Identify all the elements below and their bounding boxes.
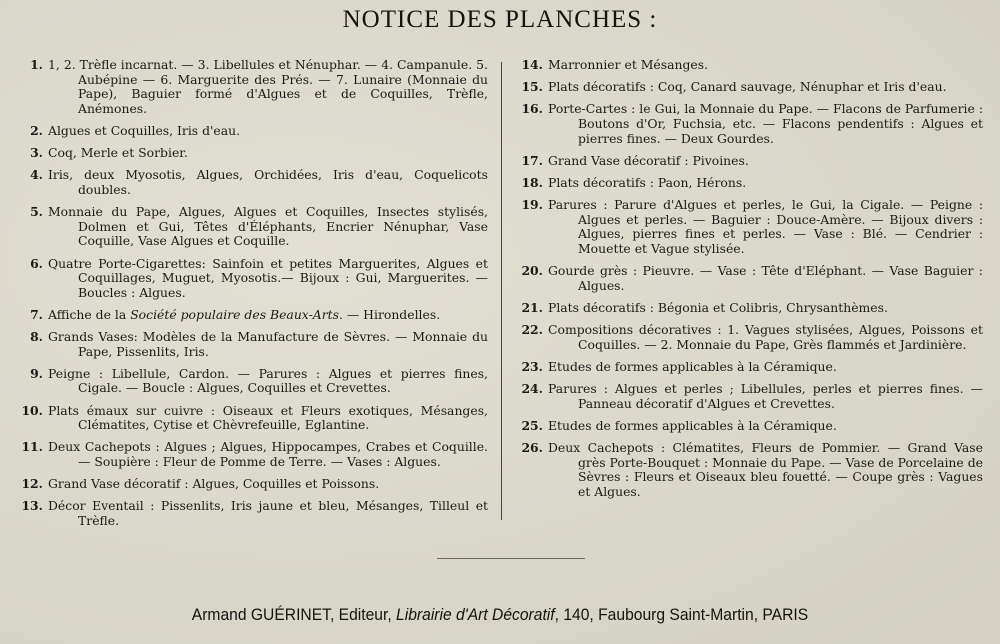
plate-entry — [518, 301, 983, 316]
plate-entry — [18, 168, 488, 197]
page-title: NOTICE DES PLANCHES : — [342, 6, 658, 33]
plate-entry — [518, 360, 983, 375]
plate-entry — [518, 102, 983, 146]
plate-number: 15. — [521, 79, 543, 95]
plate-number: 21. — [521, 299, 543, 315]
plate-number: 19. — [521, 197, 543, 213]
plate-number: 12. — [21, 476, 43, 492]
plate-entry — [518, 419, 983, 434]
plate-number: 6. — [30, 255, 43, 271]
plate-number: 3. — [30, 145, 43, 161]
plate-entry — [18, 440, 488, 469]
publisher-name: Armand GUÉRINET, Editeur, — [191, 605, 397, 624]
plate-number: 24. — [521, 381, 543, 397]
plate-description: Grands Vases: Modèles de la Manufacture de Sèvres. — Monnaie du Pape, Pissenlits, Iris. — [48, 329, 488, 359]
plate-number: 16. — [521, 101, 543, 117]
left-column — [18, 58, 488, 536]
plate-description: Décor Eventail : Pissenlits, Iris jaune et bleu, Mésanges, Tilleul et Trèfle. — [48, 498, 488, 528]
plate-number: 13. — [21, 498, 43, 514]
plate-description: Grand Vase décoratif : Pivoines. — [548, 152, 749, 168]
plate-description: Compositions décoratives : 1. Vagues stylisées, Algues, Poissons et Coquilles. — 2. Monnaie du Pape, Grès flammés et Jardinière. — [548, 322, 983, 352]
plate-description: Parures : Algues et perles ; Libellules, perles et pierres fines. — Panneau décoratif d'Algues et Crevettes. — [548, 381, 983, 411]
description-text: Affiche de la — [48, 306, 131, 322]
plate-description: Algues et Coquilles, Iris d'eau. — [48, 122, 241, 138]
plate-number: 22. — [521, 322, 543, 338]
plate-description: Coq, Merle et Sorbier. — [48, 145, 188, 161]
plate-number: 7. — [30, 306, 43, 322]
plate-description: Porte-Cartes : le Gui, la Monnaie du Pape. — Flacons de Parfumerie : Boutons d'Or, Fuchsia, etc. — Flacons pendentifs : Algues et pierres fines. — Deux Gourdes. — [548, 101, 983, 146]
plate-entry — [518, 80, 983, 95]
plate-entry — [518, 382, 983, 411]
horizontal-rule — [437, 558, 585, 559]
description-text: . — Hirondelles. — [338, 306, 441, 322]
plate-description: Grand Vase décoratif : Algues, Coquilles et Poissons. — [48, 476, 380, 492]
plate-description: Deux Cachepots : Clématites, Fleurs de Pommier. — Grand Vase grès Porte-Bouquet : Monnaie du Pape. — Vase de Porcelaine de Sèvres : Fleurs et Oiseaux bleu fouetté. — Coupe grès : Vagues et Algues. — [548, 440, 983, 499]
plate-description: Plats décoratifs : Bégonia et Colibris, Chrysanthèmes. — [548, 299, 888, 315]
plate-description: 1, 2. Trèfle incarnat. — 3. Libellules et Nénuphar. — 4. Campanule. 5. Aubépine — 6. Marguerite des Prés. — 7. Lunaire (Monnaie du Pape), Baguier formé d'Algues et de Coquilles, Trèfle, Anémones. — [48, 57, 488, 116]
plate-entry — [518, 176, 983, 191]
plate-entry — [518, 198, 983, 256]
plate-entry — [18, 257, 488, 301]
plate-description: Deux Cachepots : Algues ; Algues, Hippocampes, Crabes et Coquille. — Soupière : Fleur de Pomme de Terre. — Vases : Algues. — [48, 439, 488, 469]
plate-number: 11. — [21, 439, 43, 455]
plate-entry — [18, 404, 488, 433]
right-column — [518, 58, 983, 507]
plate-entry — [18, 367, 488, 396]
plate-number: 10. — [21, 402, 43, 418]
plate-entry — [518, 264, 983, 293]
plate-description: Plats décoratifs : Paon, Hérons. — [548, 174, 747, 190]
plate-entry — [18, 308, 488, 323]
plate-number: 20. — [521, 263, 543, 279]
plate-entry — [18, 58, 488, 116]
plate-number: 4. — [30, 167, 43, 183]
plate-number: 8. — [30, 329, 43, 345]
plate-entry — [18, 477, 488, 492]
plate-description: Parures : Parure d'Algues et perles, le Gui, la Cigale. — Peigne : Algues et perles. — Baguier : Douce-Amère. — Bijoux divers : Algues, pierres fines et perles. — Vase : Blé. — Cendrier : Mouette et Vague stylisée. — [548, 197, 983, 256]
plate-number: 2. — [30, 122, 43, 138]
plate-description: Marronnier et Mésanges. — [548, 57, 709, 72]
plate-description: Quatre Porte-Cigarettes: Sainfoin et petites Marguerites, Algues et Coquillages, Muguet, Myosotis.— Bijoux : Gui, Marguerites. — Boucles : Algues. — [48, 255, 488, 300]
publisher-shop: Librairie d'Art Décoratif — [396, 605, 555, 624]
plate-entry — [18, 205, 488, 249]
plate-entry — [18, 499, 488, 528]
publisher-address: , 140, Faubourg Saint-Martin, PARIS — [554, 605, 809, 624]
plate-number: 5. — [30, 204, 43, 220]
plate-number: 17. — [521, 152, 543, 168]
plate-description: Plats décoratifs : Coq, Canard sauvage, Nénuphar et Iris d'eau. — [548, 79, 947, 95]
publisher-footer — [40, 605, 960, 625]
plate-number: 26. — [521, 440, 543, 455]
plate-number: 14. — [521, 57, 543, 72]
plate-number: 1. — [30, 57, 43, 72]
plate-entry — [518, 58, 983, 73]
plate-number: 9. — [30, 365, 43, 381]
plate-number: 23. — [521, 358, 543, 374]
plate-number: 18. — [521, 174, 543, 190]
plate-entry — [518, 441, 983, 499]
plate-description: Plats émaux sur cuivre : Oiseaux et Fleurs exotiques, Mésanges, Clématites, Cytise et Chèvrefeuille, Eglantine. — [48, 402, 488, 433]
plate-description: Peigne : Libellule, Cardon. — Parures : Algues et pierres fines, Cigale. — Boucle : Algues, Coquilles et Crevettes. — [48, 365, 488, 396]
plate-description — [48, 308, 488, 323]
plate-description: Etudes de formes applicables à la Céramique. — [548, 417, 837, 433]
plate-description: Monnaie du Pape, Algues, Algues et Coquilles, Insectes stylisés, Dolmen et Gui, Têtes d'Éléphants, Encrier Nénuphar, Vase Coquille, Vase Algues et Coquille. — [48, 204, 488, 249]
column-divider — [501, 62, 502, 520]
plate-entry — [518, 154, 983, 169]
plate-description: Gourde grès : Pieuvre. — Vase : Tête d'Eléphant. — Vase Baguier : Algues. — [548, 263, 983, 293]
plate-description: Etudes de formes applicables à la Céramique. — [548, 358, 837, 374]
plate-description: Iris, deux Myosotis, Algues, Orchidées, Iris d'eau, Coquelicots doubles. — [48, 167, 488, 197]
plate-entry — [18, 330, 488, 359]
plate-entry — [18, 124, 488, 139]
plate-entry — [18, 146, 488, 161]
plate-entry — [518, 323, 983, 352]
society-name: Société populaire des Beaux-Arts — [130, 306, 339, 322]
plate-number: 25. — [521, 417, 543, 433]
